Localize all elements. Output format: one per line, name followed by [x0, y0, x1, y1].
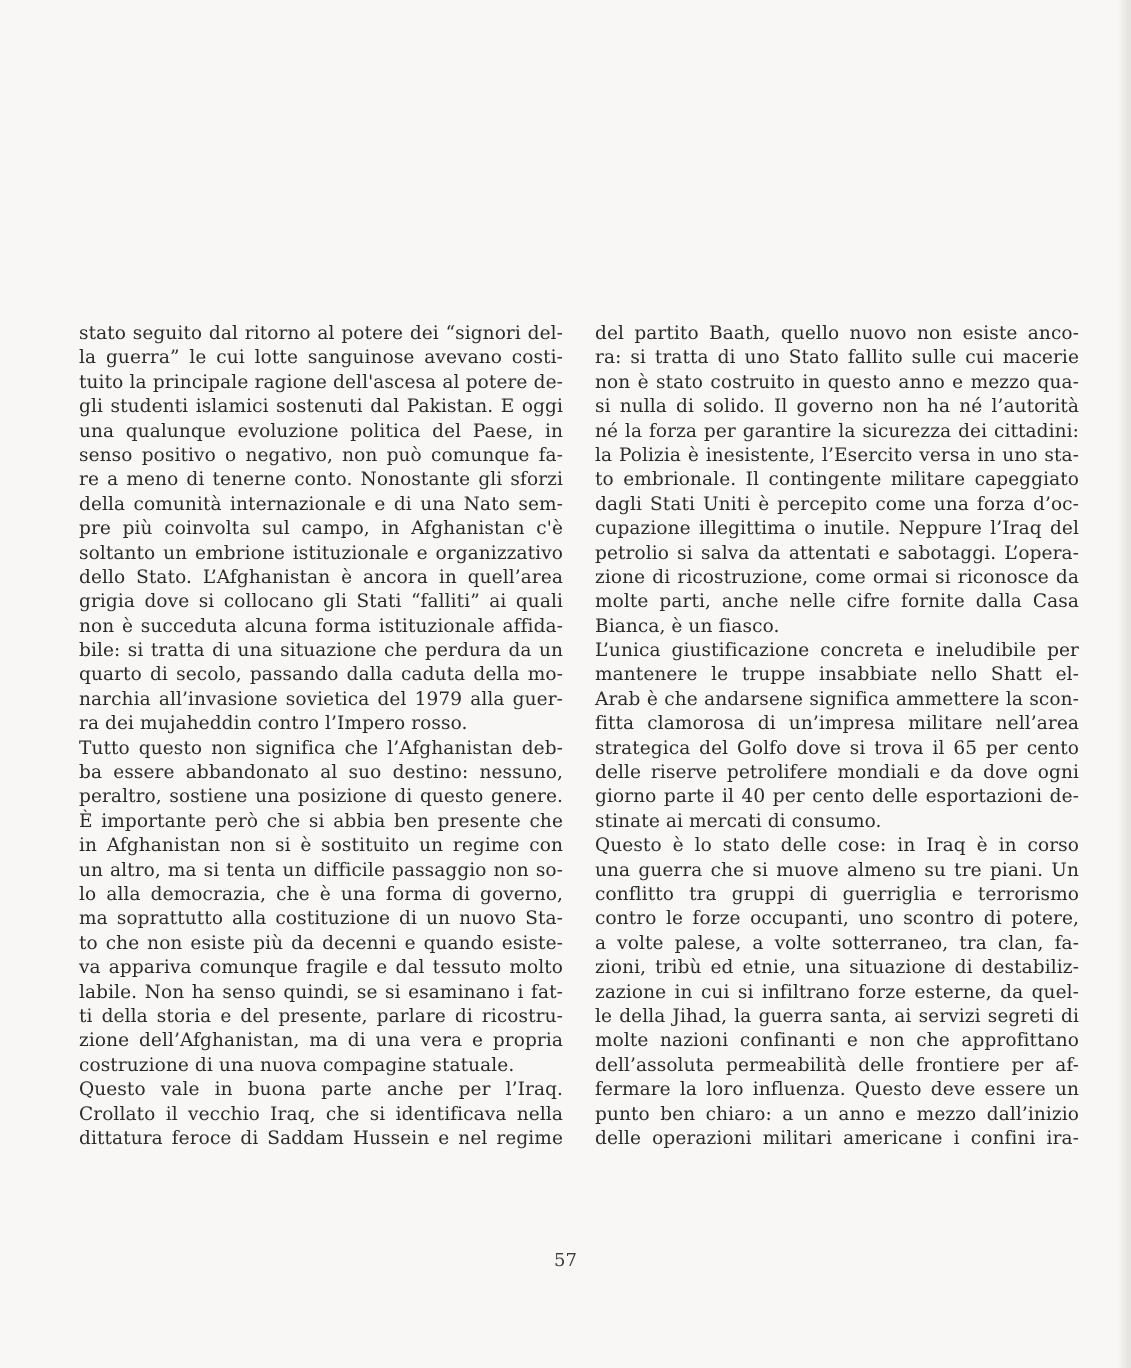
text-line: to embrionale. Il contingente militare capeggiato [595, 469, 1079, 491]
text-line: contro le forze occupanti, uno scontro di potere, [595, 908, 1079, 930]
text-line: soltanto un embrione istituzionale e organizzativo [79, 542, 563, 564]
text-line: labile. Non ha senso quindi, se si esaminano i fat- [79, 981, 563, 1003]
text-line: Crollato il vecchio Iraq, che si identificava nella [79, 1103, 563, 1125]
paragraph [595, 834, 1079, 1151]
text-line: Bianca, è un fiasco. [595, 615, 780, 637]
text-line: costruzione di una nuova compagine statuale. [79, 1054, 515, 1076]
text-line: quarto di secolo, passando dalla caduta della mo- [79, 664, 563, 686]
text-line: molte parti, anche nelle cifre fornite dalla Casa [595, 591, 1079, 613]
text-line: narchia all’invasione sovietica del 1979 alla guer- [79, 688, 563, 710]
text-line: tuito la principale ragione dell'ascesa al potere de- [79, 371, 563, 393]
page-edge-shadow [1117, 0, 1131, 1368]
text-line: delle operazioni militari americane i confini ira- [595, 1127, 1079, 1149]
page-number: 57 [554, 1250, 577, 1271]
text-line: to che non esiste più da decenni e quando esiste- [79, 932, 563, 954]
text-line: cupazione illegittima o inutile. Neppure l’Iraq del [595, 518, 1079, 540]
text-line: petrolio si salva da attentati e sabotaggi. L’opera- [595, 542, 1079, 564]
text-line: delle riserve petrolifere mondiali e da dove ogni [595, 762, 1079, 784]
paragraph [79, 322, 563, 737]
text-column-right [595, 322, 1079, 1151]
text-line: dello Stato. L’Afghanistan è ancora in quell’area [79, 566, 563, 588]
text-line: grigia dove si collocano gli Stati “falliti” ai quali [79, 591, 563, 613]
text-line: re a meno di tenerne conto. Nonostante gli sforzi [79, 469, 563, 491]
text-line: si nulla di solido. Il governo non ha né l’autorità [595, 396, 1079, 418]
text-line: né la forza per garantire la sicurezza dei cittadini: [595, 420, 1079, 442]
text-line: È importante però che si abbia ben presente che [79, 810, 563, 832]
text-line: non è stato costruito in questo anno e mezzo qua- [595, 371, 1079, 393]
text-line: un altro, ma si tenta un difficile passaggio non so- [79, 859, 563, 881]
text-line: conflitto tra gruppi di guerriglia e terrorismo [595, 883, 1079, 905]
paragraph [595, 639, 1079, 834]
text-line: bile: si tratta di una situazione che perdura da un [79, 640, 563, 662]
text-line: una qualunque evoluzione politica del Paese, in [79, 420, 563, 442]
text-line: senso positivo o negativo, non può comunque fa- [79, 444, 563, 466]
text-line: le della Jihad, la guerra santa, ai servizi segreti di [595, 1005, 1079, 1027]
text-line: stato seguito dal ritorno al potere dei “signori del- [79, 323, 563, 344]
text-line: giorno parte il 40 per cento delle esportazioni de- [595, 786, 1079, 808]
text-line: lo alla democrazia, che è una forma di governo, [79, 883, 563, 905]
text-line: la Polizia è inesistente, l’Esercito versa in uno sta- [595, 444, 1079, 466]
text-line: Arab è che andarsene significa ammettere la scon- [595, 688, 1079, 710]
text-line: ba essere abbandonato al suo destino: nessuno, [79, 762, 563, 784]
paragraph [79, 737, 563, 1078]
text-line: fermare la loro influenza. Questo deve essere un [595, 1079, 1079, 1101]
text-line: ma soprattutto alla costituzione di un nuovo Sta- [79, 908, 563, 930]
text-line: Tutto questo non significa che l’Afghanistan deb- [79, 737, 563, 759]
text-line: Questo vale in buona parte anche per l’Iraq. [79, 1079, 563, 1101]
text-line: zione dell’Afghanistan, ma di una vera e propria [79, 1030, 563, 1052]
text-column-left [79, 322, 563, 1151]
text-line: ti della storia e del presente, parlare di ricostru- [79, 1005, 563, 1027]
text-line: dagli Stati Uniti è percepito come una forza d’oc- [595, 493, 1079, 515]
text-line: gli studenti islamici sostenuti dal Pakistan. E oggi [79, 396, 563, 418]
text-line: va appariva comunque fragile e dal tessuto molto [79, 957, 563, 979]
text-line: fitta clamorosa di un’impresa militare nell’area [595, 713, 1079, 735]
text-line: molte nazioni confinanti e non che approfittano [595, 1030, 1079, 1052]
text-line: L’unica giustificazione concreta e ineludibile per [595, 640, 1079, 662]
text-line: zione di ricostruzione, come ormai si riconosce da [595, 566, 1079, 588]
text-line: peraltro, sostiene una posizione di questo genere. [79, 786, 563, 808]
text-line: non è succeduta alcuna forma istituzionale affida- [79, 615, 563, 637]
text-line: dittatura feroce di Saddam Hussein e nel regime [79, 1127, 563, 1149]
paragraph [595, 322, 1079, 639]
text-line: ra dei mujaheddin contro l’Impero rosso. [79, 713, 468, 735]
text-line: strategica del Golfo dove si trova il 65 per cento [595, 737, 1079, 759]
text-line: a volte palese, a volte sotterraneo, tra clan, fa- [595, 932, 1079, 954]
text-line: zazione in cui si infiltrano forze esterne, da quel- [595, 981, 1079, 1003]
text-line: una guerra che si muove almeno su tre piani. Un [595, 859, 1079, 881]
text-line: stinate ai mercati di consumo. [595, 810, 882, 832]
text-line: punto ben chiaro: a un anno e mezzo dall’inizio [595, 1103, 1079, 1125]
text-line: pre più coinvolta sul campo, in Afghanistan c'è [79, 518, 563, 540]
text-line: dell’assoluta permeabilità delle frontiere per af- [595, 1054, 1079, 1076]
text-line: della comunità internazionale e di una Nato sem- [79, 493, 563, 515]
text-line: zioni, tribù ed etnie, una situazione di destabiliz- [595, 957, 1079, 979]
text-line: ra: si tratta di uno Stato fallito sulle cui macerie [595, 347, 1079, 369]
text-line: la guerra” le cui lotte sanguinose avevano costi- [79, 347, 563, 369]
text-line: del partito Baath, quello nuovo non esiste anco- [595, 323, 1079, 344]
text-line: Questo è lo stato delle cose: in Iraq è in corso [595, 835, 1079, 857]
paragraph [79, 1078, 563, 1151]
text-line: in Afghanistan non si è sostituito un regime con [79, 835, 563, 857]
text-line: mantenere le truppe insabbiate nello Shatt el- [595, 664, 1079, 686]
